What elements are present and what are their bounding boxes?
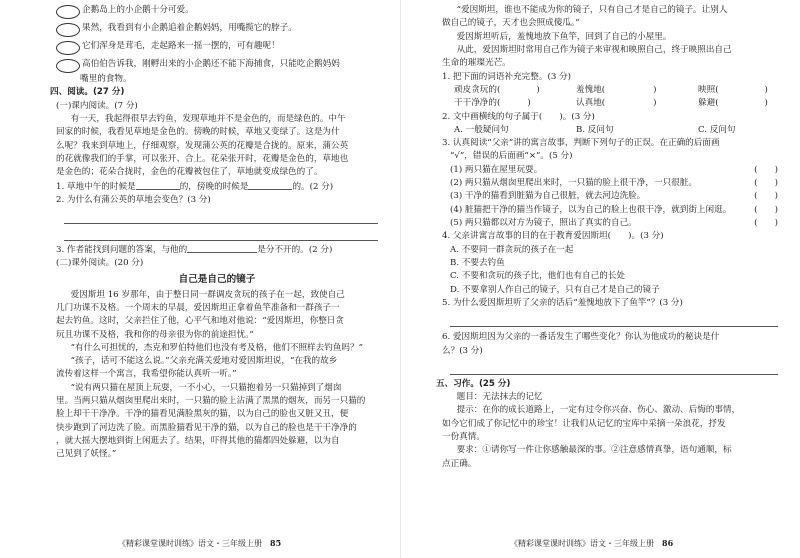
section-heading: 四、阅读。(27 分) xyxy=(50,87,125,98)
question-5: 5. 为什么爱因斯坦听了父亲的话后“羞愧地放下了鱼竿”？(3 分) xyxy=(442,297,683,308)
sub-heading: (二)课外阅读。(20 分) xyxy=(56,258,144,269)
word-fill-row: 干干净净的( ) 认真地( ) 躲避( ) xyxy=(454,98,768,109)
page-number: 86 xyxy=(662,537,674,548)
answer-line[interactable] xyxy=(450,364,778,375)
section-heading: 五、习作。(25 分) xyxy=(436,378,511,389)
question-1: 1. 草地中午的时候是 的，傍晚的时候是 的。(2 分) xyxy=(56,181,334,192)
story-title: 自己是自己的镜子 xyxy=(178,273,256,285)
answer-oval[interactable] xyxy=(56,41,80,55)
sentence-order-item: 企鹅岛上的小企鹅十分可爱。 xyxy=(56,4,378,19)
sentence-order-item: 它们浑身是茸毛，走起路来一摇一摆的，可有趣呢！ xyxy=(56,40,378,55)
answer-oval[interactable] xyxy=(56,23,80,37)
answer-line[interactable] xyxy=(450,316,778,327)
passage-1: 有一天，我起得很早去钓鱼，发现草地并不是金色的，而是绿色的。中午 回家的时候，我看见草地是金色的。傍晚的时候，草地又变绿了。这是为什 么呢？我来到草地上，仔细观察，发现蒲公英的花瓣是合拢的。原来，蒲公英 的花就像我们的手掌，可以张开、合上。花朵张开时，花瓣是金色的，草地也 是金色的；花朵合拢时，金色的花瓣被包住了，草地就变成绿色的了。 xyxy=(56,113,349,178)
question-3: 3. 认真阅读“父亲”讲的寓言故事，判断下列句子的正误。在正确的后面画 xyxy=(442,138,720,149)
question-2: 2. 文中画横线的句子属于( )。(3 分) xyxy=(442,111,595,122)
essay-tips: 提示：在你的成长道路上，一定有过令你兴奋、伤心、激动、后悔的事情， 如今它们成了你记忆中的珍宝！让我们从记忆的宝库中采摘一朵浪花，抒发 一份真情。 xyxy=(442,405,741,443)
right-page: “爱因斯坦，谁也不能成为你的镜子，只有自己才是自己的镜子。让别人 做自己的镜子，天才也会照成傻瓜。” 爱因斯坦听后，羞愧地放下鱼竿，回到了自己的小屋里。 从此，爱因斯坦时常用自己作为镜子来审视和映照自己，终于映照出自己 生命的璀璨光芒。 1. 把下面的词语补充完整。(3 分) 顽皮贪玩的( ) 羞愧地( ) 映照( ) 干干净净的( ) 认真地( ) 躲避( ) 2. 文中画横线的句子属于( )。(3 分) A. 一般疑问句 B. 反问句 C. 反问句 3. 认真阅读“父亲”讲的寓言故事，判断下列句子的正误。在正确的后面画 “√”，错误的后面画“×”。(5 分) (1) 两只猫在屋里玩耍。 ( ) (2) 两只猫从烟囱里爬出来时，一只猫的脸上很干净，一只很脏。 ( ) (3) 干净的猫看到脏猫为自己很脏，就去河边洗脸。 ( ) (4) 脏猫把干净的猫当作镜子，以为自己的脸上也很干净，就到街上闲逛。 ( ) (5) 两只猫都以对方为镜子，照出了真实的自己。 ( ) 4. 父亲讲寓言故事的目的在于教育爱因斯坦( )。(3 分) A. 不要同一群贪玩的孩子在一起 B. 不要去钓鱼 C. 不要和贪玩的孩子比，他们也有自己的长处 D. 不要拿别人作自己的镜子，只有自己才是自己的镜子 5. 为什么爱因斯坦听了父亲的话后“羞愧地放下了鱼竿”？(3 分) 6. 爱因斯坦因为父亲的一番话发生了哪些变化？你认为他成功的秘诀是什 么？(3 分) 五、习作。(25 分) 题目：无法抹去的记忆 提示：在你的成长道路上，一定有过令你兴奋、伤心、激动、后悔的事情， 如今它们成了你记忆中的珍宝！让我们从记忆的宝库中采摘一朵浪花，抒发 一份真情。 要求：①请你写一件让你感触最深的事。②注意感情真挚，语句通顺，标 点正确。 《精彩课堂课时训练》语文・三年级上册 86 xyxy=(400,0,800,558)
true-false-item: (5) 两只猫都以对方为镜子，照出了真实的自己。 ( ) xyxy=(450,218,778,228)
passage-continued: “爱因斯坦，谁也不能成为你的镜子，只有自己才是自己的镜子。让别人 做自己的镜子，天才也会照成傻瓜。” 爱因斯坦听后，羞愧地放下鱼竿，回到了自己的小屋里。 从此，爱因斯坦时常用自己作为镜子来审视和映照自己，终于映照出自己 生命的璀璨光芒。 xyxy=(442,5,732,69)
true-false-item: (4) 脏猫把干净的猫当作镜子，以为自己的脸上也很干净，就到街上闲逛。 ( ) xyxy=(450,204,778,215)
fill-blank[interactable] xyxy=(248,180,292,190)
essay-requirements: 要求：①请你写一件让你感触最深的事。②注意感情真挚，语句通顺，标 点正确。 xyxy=(442,445,732,469)
true-false-item: (2) 两只猫从烟囱里爬出来时，一只猫的脸上很干净，一只很脏。 ( ) xyxy=(450,178,778,189)
question-2: 2. 为什么有蒲公英的草地会变色？(3 分) xyxy=(56,194,211,205)
question-6: 6. 爱因斯坦因为父亲的一番话发生了哪些变化？你认为他成功的秘诀是什 xyxy=(442,332,720,343)
answer-oval[interactable] xyxy=(56,59,80,73)
fill-blank[interactable] xyxy=(187,243,257,253)
page-footer: 《精彩课堂课时训练》语文・三年级上册 85 xyxy=(118,537,282,548)
answer-line[interactable] xyxy=(64,213,378,224)
page-footer: 《精彩课堂课时训练》语文・三年级上册 86 xyxy=(510,537,674,548)
sub-heading: (一)课内阅读。(7 分) xyxy=(56,100,138,111)
word-fill-row: 顽皮贪玩的( ) 羞愧地( ) 映照( ) xyxy=(454,84,768,95)
choice-options: A. 不要同一群贪玩的孩子在一起 B. 不要去钓鱼 C. 不要和贪玩的孩子比，他们也有自己的长处 D. 不要拿别人作自己的镜子，只有自己才是自己的镜子 xyxy=(450,244,660,295)
answer-line[interactable] xyxy=(64,230,378,241)
question-1: 1. 把下面的词语补充完整。(3 分) xyxy=(442,71,571,82)
sentence-continuation: 嘴里的食物。 xyxy=(80,74,132,84)
question-3: 3. 作者能找到问题的答案，与他的 是分不开的。(2 分) xyxy=(56,245,333,256)
sentence-order-item: 果然，我看到有小企鹅追着企鹅妈妈，用嘴揽它的脖子。 xyxy=(56,22,378,37)
true-false-item: (3) 干净的猫看到脏猫为自己很脏，就去河边洗脸。 ( ) xyxy=(450,191,778,202)
page-number: 85 xyxy=(270,537,282,548)
fill-blank[interactable] xyxy=(136,180,180,190)
true-false-item: (1) 两只猫在屋里玩耍。 ( ) xyxy=(450,164,778,175)
question-4: 4. 父亲讲寓言故事的目的在于教育爱因斯坦( )。(3 分) xyxy=(442,231,664,242)
passage-2: 爱因斯坦 16 岁那年，由于整日同一群调皮贪玩的孩子在一起，致使自己 几门功课不及格。一个周末的早晨，爱因斯坦正拿着鱼竿准备和一群孩子一 起去钓鱼。这时，父亲拦住了他，心平气和地对他说：“爱因斯坦，你整日贪 玩且功课不及格，我和你的母亲很为你的前途担忧。” “有什么可担忧的，杰克和罗伯特他们也没有考及格，他们不照样去钓鱼吗？” “孩子，话可不能这么说。”父亲充满关爱地对爱因斯坦说，“在我的故乡 流传着这样一个寓言，我希望你能认真听一听。” “说有两只猫在屋顶上玩耍，一不小心，一只猫抱着另一只猫掉到了烟囱 里。当两只猫从烟囱里爬出来时，一只猫的脸上沾满了黑黑的烟灰，而另一只猫的 脸上却干干净净。干净的猫看见满脸黑灰的猫，以为自己的脸也又脏又丑，便 快步跑到了河边洗了脸。而黑脸猫看见干净的猫，以为自己的脸也是干干净净的 ，就大摇大摆地到街上闲逛去了。结果，吓得其他的猫都四处躲避，以为自 己见到了妖怪。” xyxy=(56,289,366,460)
answer-oval[interactable] xyxy=(56,5,80,19)
choice-options: A. 一般疑问句 B. 反问句 C. 反问句 xyxy=(454,124,736,135)
essay-topic: 题目：无法抹去的记忆 xyxy=(456,392,543,403)
sentence-order-item: 高伯伯告诉我，刚孵出来的小企鹅还不能下海捕食，只能吃企鹅妈妈 xyxy=(56,58,378,73)
